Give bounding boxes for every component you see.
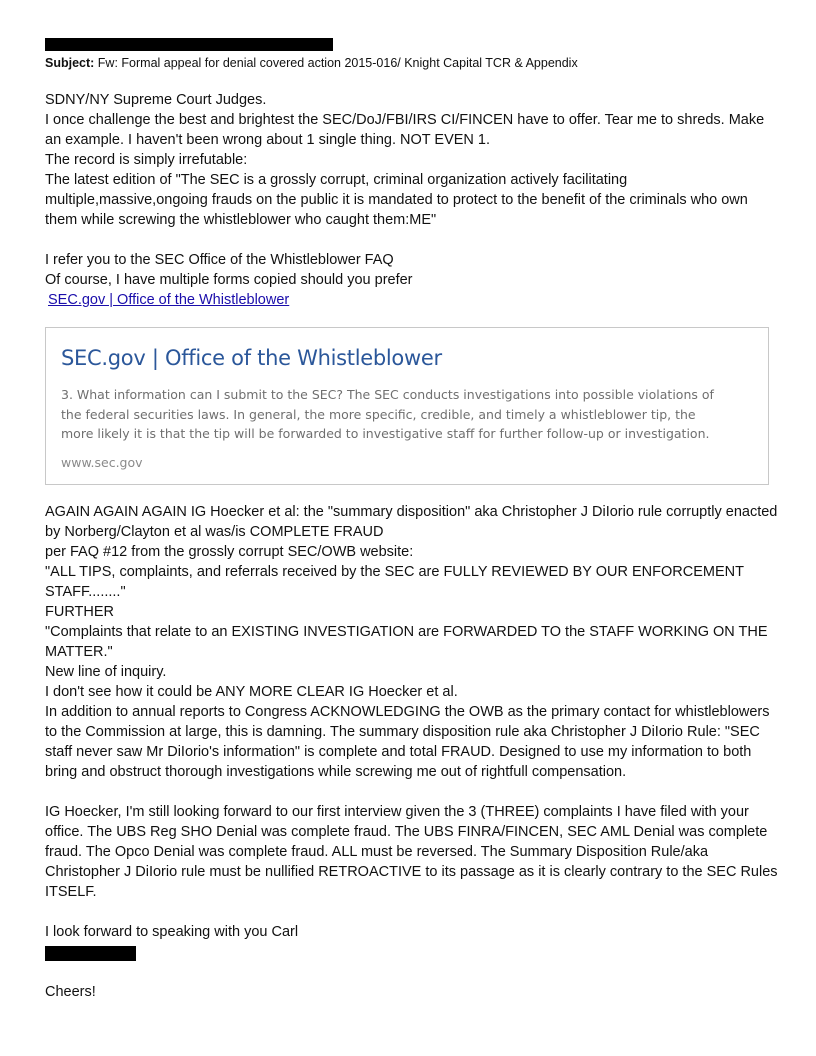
- body-line: I look forward to speaking with you Carl: [45, 924, 299, 940]
- signature-line: [45, 942, 780, 962]
- body-line: I refer you to the SEC Office of the Whistleblower FAQ: [45, 252, 394, 268]
- redaction-bar-sender: [45, 38, 333, 51]
- email-body-top: [45, 90, 780, 310]
- link-preview-card[interactable]: [45, 327, 769, 485]
- body-line: I don't see how it could be ANY MORE CLEAR IG Hoecker et al.: [45, 684, 458, 700]
- body-line: AGAIN AGAIN AGAIN IG Hoecker et al: the "summary disposition" aka Christopher J DiIorio rule corruptly enacted by Norberg/Clayton et al was/is COMPLETE FRAUD: [45, 504, 778, 540]
- link-preview-title[interactable]: SEC.gov | Office of the Whistleblower: [61, 346, 442, 370]
- body-line: IG Hoecker, I'm still looking forward to our first interview given the 3 (THREE) complaints I have filed with your office. The UBS Reg SHO Denial was complete fraud. The UBS FINRA/FINCEN, SEC AML Denial was complete fraud. The Opco Denial was complete fraud. ALL must be reversed. The Summary Disposition Rule/aka Christopher J DiIorio rule must be nullified RETROACTIVE to its passage as it is clearly contrary to the SEC Rules ITSELF.: [45, 804, 778, 900]
- link-preview-domain: www.sec.gov: [61, 455, 143, 470]
- body-line: New line of inquiry.: [45, 664, 167, 680]
- body-line: "Complaints that relate to an EXISTING INVESTIGATION are FORWARDED TO the STAFF WORKING ON THE MATTER.": [45, 624, 768, 660]
- blank-line: [45, 962, 780, 982]
- blank-line: [45, 902, 780, 922]
- subject-text: Fw: Formal appeal for denial covered action 2015-016/ Knight Capital TCR & Appendix: [97, 56, 578, 70]
- link-preview-description: 3. What information can I submit to the SEC? The SEC conducts investigations into possible violations of the federal securities laws. In general, the more specific, credible, and timely a whistleblower tip, the more likely it is that the tip will be forwarded to investigative staff for further follow-up or investigation.: [61, 387, 714, 441]
- body-line: SDNY/NY Supreme Court Judges.: [45, 92, 267, 108]
- closing-line: Cheers!: [45, 984, 96, 1000]
- blank-line: [45, 782, 780, 802]
- body-line: I once challenge the best and brightest the SEC/DoJ/FBI/IRS CI/FINCEN have to offer. Tear me to shreds. Make an example. I haven't been wrong about 1 single thing. NOT EVEN 1.: [45, 112, 765, 148]
- body-line: per FAQ #12 from the grossly corrupt SEC/OWB website:: [45, 544, 414, 560]
- body-line: FURTHER: [45, 604, 115, 620]
- body-line: In addition to annual reports to Congress ACKNOWLEDGING the OWB as the primary contact for whistleblowers to the Commission at large, this is damning. The summary disposition rule aka Christopher J DiIorio Rule: "SEC staff never saw Mr DiIorio's information" is complete and total FRAUD. Designed to use my information to both bring and obstruct thorough investigations while screwing me out of rightfull compensation.: [45, 704, 770, 780]
- redaction-bar-signature: [45, 946, 136, 961]
- body-line: The record is simply irrefutable:: [45, 152, 248, 168]
- subject-label: Subject:: [45, 56, 95, 70]
- body-line: Of course, I have multiple forms copied should you prefer: [45, 272, 413, 288]
- subject-line: [45, 55, 578, 71]
- sec-whistleblower-link[interactable]: SEC.gov | Office of the Whistleblower: [48, 292, 290, 308]
- email-body-bottom: [45, 502, 780, 1002]
- blank-line: [45, 230, 780, 250]
- body-line: The latest edition of "The SEC is a grossly corrupt, criminal organization actively facilitating multiple,massive,ongoing frauds on the public it is mandated to protect to the benefit of the criminals who own them while screwing the whistleblower who caught them:ME": [45, 172, 748, 228]
- link-line: [45, 290, 780, 310]
- body-line: "ALL TIPS, complaints, and referrals received by the SEC are FULLY REVIEWED BY OUR ENFORCEMENT STAFF........": [45, 564, 744, 600]
